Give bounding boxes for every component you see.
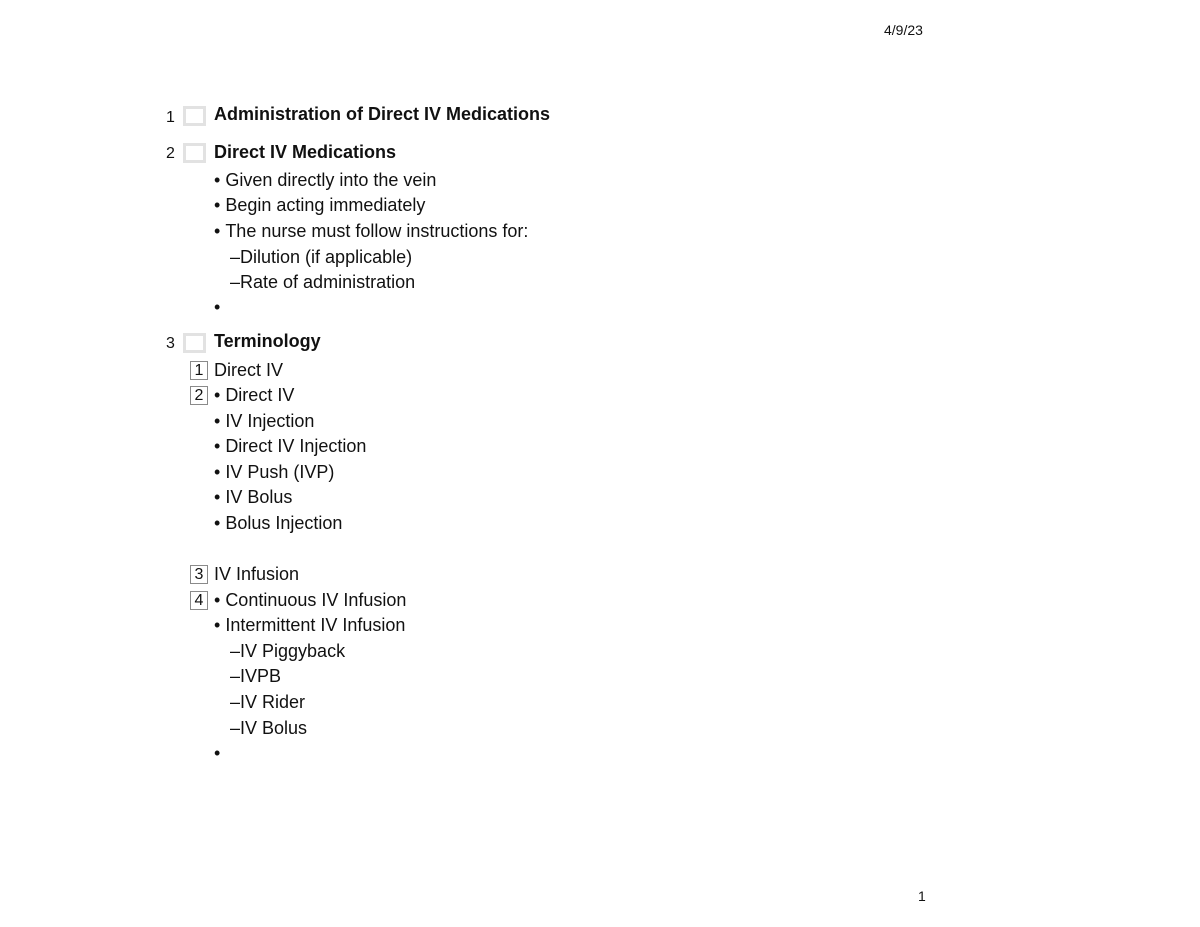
bullet-item: • Begin acting immediately <box>214 195 425 216</box>
ref-marker: 1 <box>190 361 208 380</box>
sub-bullet-item: – IV Piggyback <box>230 641 345 662</box>
empty-bullet <box>214 297 225 318</box>
group-heading: Direct IV <box>214 360 284 380</box>
print-date: 4/9/23 <box>884 22 923 38</box>
sub-bullet-item: – IV Bolus <box>230 718 307 739</box>
sub-bullet-item: – IVPB <box>230 666 281 687</box>
slide-title: Direct IV Medications <box>214 142 397 162</box>
slide-thumbnail <box>183 106 206 126</box>
ref-marker: 4 <box>190 591 208 610</box>
bullet-item: • Bolus Injection <box>214 513 342 534</box>
sub-bullet-item: – IV Rider <box>230 692 305 713</box>
page-number: 1 <box>918 888 926 904</box>
empty-bullet <box>214 743 225 764</box>
bullet-item: • Continuous IV Infusion <box>214 590 406 611</box>
slide-title: Administration of Direct IV Medications <box>214 104 551 124</box>
bullet-item: • IV Push (IVP) <box>214 462 334 483</box>
bullet-item: • Direct IV <box>214 385 294 406</box>
bullet-item: • The nurse must follow instructions for: <box>214 221 528 242</box>
ref-marker: 2 <box>190 386 208 405</box>
group-heading: IV Infusion <box>214 564 300 584</box>
ref-marker: 3 <box>190 565 208 584</box>
slide-number: 2 <box>166 145 175 162</box>
slide-number: 3 <box>166 335 175 352</box>
bullet-item: • IV Injection <box>214 411 314 432</box>
sub-bullet-item: – Dilution (if applicable) <box>230 247 412 268</box>
slide-thumbnail <box>183 143 206 163</box>
sub-bullet-item: – Rate of administration <box>230 272 415 293</box>
bullet-item: • Intermittent IV Infusion <box>214 615 405 636</box>
bullet-item: • Given directly into the vein <box>214 170 436 191</box>
slide-number: 1 <box>166 109 175 126</box>
slide-thumbnail <box>183 333 206 353</box>
bullet-item: • IV Bolus <box>214 487 292 508</box>
bullet-item: • Direct IV Injection <box>214 436 366 457</box>
slide-title: Terminology <box>214 331 321 351</box>
